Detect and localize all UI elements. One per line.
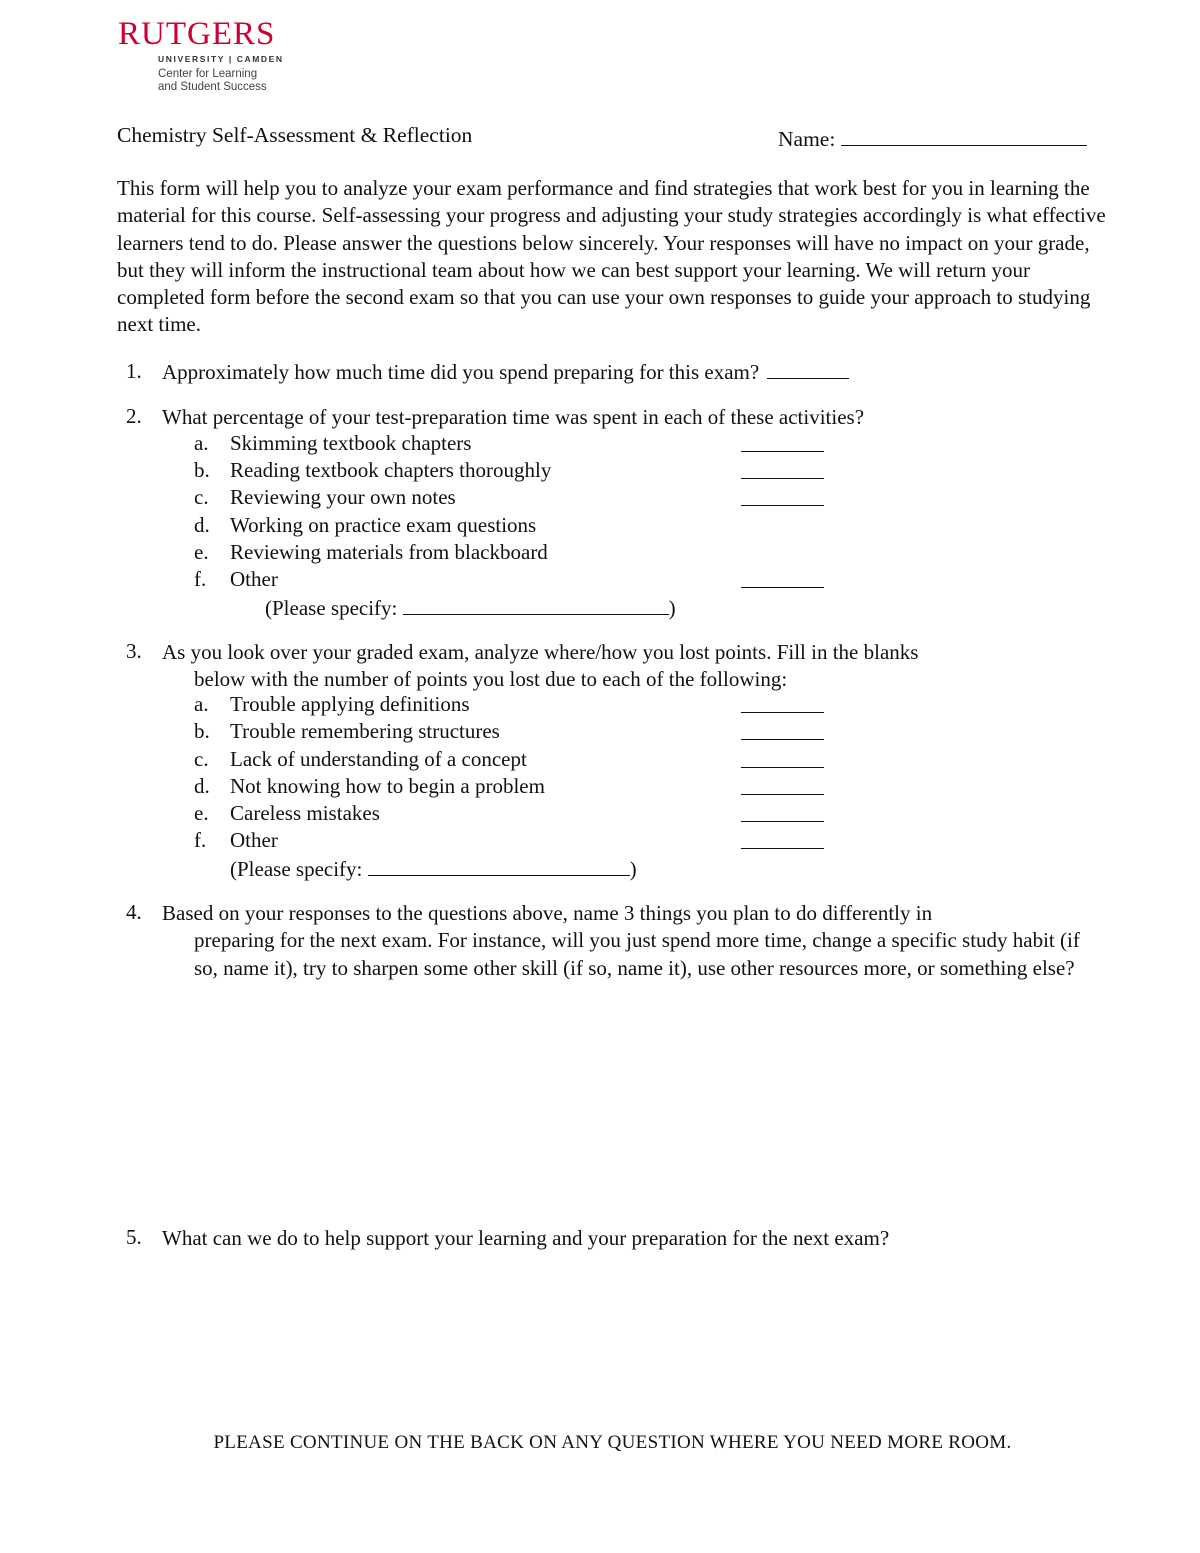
question-text-line: preparing for the next exam. For instance, will you just spend more time, change a specific study habit (if so, name it), try to sharpen some other skill (if so, name it), use other resources more, or something else? [194,928,1080,980]
specify-input-line[interactable] [368,855,630,876]
answer-blank[interactable] [741,739,824,740]
list-item [0,513,1200,540]
list-item [0,774,1200,801]
page-title: Chemistry Self-Assessment & Reflection [117,123,473,147]
item-text: Working on practice exam questions [230,513,537,537]
list-item [0,458,1200,485]
item-letter: f. [194,828,207,852]
item-letter: b. [194,458,210,482]
specify-field [230,855,637,882]
item-letter: c. [194,747,209,771]
time-spent-blank[interactable] [767,360,849,379]
question-number: 3. [126,639,142,663]
logo-unit-line2: and Student Success [158,81,267,93]
item-text: Skimming textbook chapters [230,431,472,455]
answer-blank[interactable] [741,587,824,588]
list-item [0,540,1200,567]
question-text [162,900,1092,982]
specify-label: (Please specify: [230,857,363,881]
item-letter: f. [194,567,207,591]
item-text: Reviewing your own notes [230,485,456,509]
item-letter: d. [194,774,210,798]
question-text [162,359,1092,386]
item-text: Other [230,567,278,591]
footer-note: PLEASE CONTINUE ON THE BACK ON ANY QUESTION WHERE YOU NEED MORE ROOM. [213,1432,1012,1453]
question-text [162,639,1092,694]
item-letter: b. [194,719,210,743]
answer-blank[interactable] [741,767,824,768]
intro-paragraph: This form will help you to analyze your exam performance and find strategies that work best for you in learning the material for this course. Self-assessing your progress and adjusting your study strategies accordingly is what effective learners tend to do. Please answer the questions below sincerely. Your responses will have no impact on your grade, but they will inform the instructional team about how we can best support your learning. We will return your completed form before the second exam so that you can use your own responses to guide your approach to studying next time. [117,176,1106,337]
item-text: Reviewing materials from blackboard [230,540,548,564]
list-item [0,485,1200,512]
item-letter: e. [194,801,209,825]
item-text: Lack of understanding of a concept [230,747,527,771]
rutgers-logo [118,16,288,94]
list-item [0,828,1200,855]
answer-blank[interactable] [741,451,824,452]
specify-close: ) [668,596,676,620]
answer-blank[interactable] [741,794,824,795]
question-text: What can we do to help support your learning and your preparation for the next exam? [162,1226,890,1250]
item-text: Not knowing how to begin a problem [230,774,545,798]
list-item [0,567,1200,594]
question-text-line: As you look over your graded exam, analyze where/how you lost points. Fill in the blanks [162,640,919,664]
list-item [0,801,1200,828]
question-number: 1. [126,359,142,383]
item-letter: d. [194,513,210,537]
answer-blank[interactable] [741,505,824,506]
list-item [0,719,1200,746]
question-number: 4. [126,900,142,924]
item-letter: a. [194,692,209,716]
name-input-line[interactable] [841,123,1087,146]
item-letter: e. [194,540,209,564]
question-1-text: Approximately how much time did you spend preparing for this exam? [162,360,760,384]
item-text: Other [230,828,278,852]
item-text: Trouble remembering structures [230,719,500,743]
answer-blank[interactable] [741,821,824,822]
item-text: Trouble applying definitions [230,692,470,716]
answer-blank[interactable] [741,478,824,479]
item-text: Careless mistakes [230,801,380,825]
name-field [778,123,1087,152]
question-text-line: below with the number of points you lost due to each of the following: [194,667,788,692]
question-text: What percentage of your test-preparation time was spent in each of these activities? [162,405,865,429]
item-text: Reading textbook chapters thoroughly [230,458,552,482]
specify-close: ) [629,857,637,881]
answer-blank[interactable] [741,712,824,713]
question-text-line: Based on your responses to the questions above, name 3 things you plan to do differently in [162,901,933,925]
name-label: Name: [778,127,836,151]
list-item [0,431,1200,458]
specify-label: (Please specify: [265,596,398,620]
logo-wordmark: RUTGERS [118,16,276,52]
logo-subline: UNIVERSITY | CAMDEN [158,54,284,64]
list-item [0,747,1200,774]
answer-blank[interactable] [741,848,824,849]
item-letter: a. [194,431,209,455]
specify-input-line[interactable] [403,594,669,615]
question-number: 5. [126,1225,142,1249]
specify-field [265,594,676,621]
logo-unit-line1: Center for Learning [158,68,258,80]
item-letter: c. [194,485,209,509]
list-item [0,692,1200,719]
question-number: 2. [126,404,142,428]
